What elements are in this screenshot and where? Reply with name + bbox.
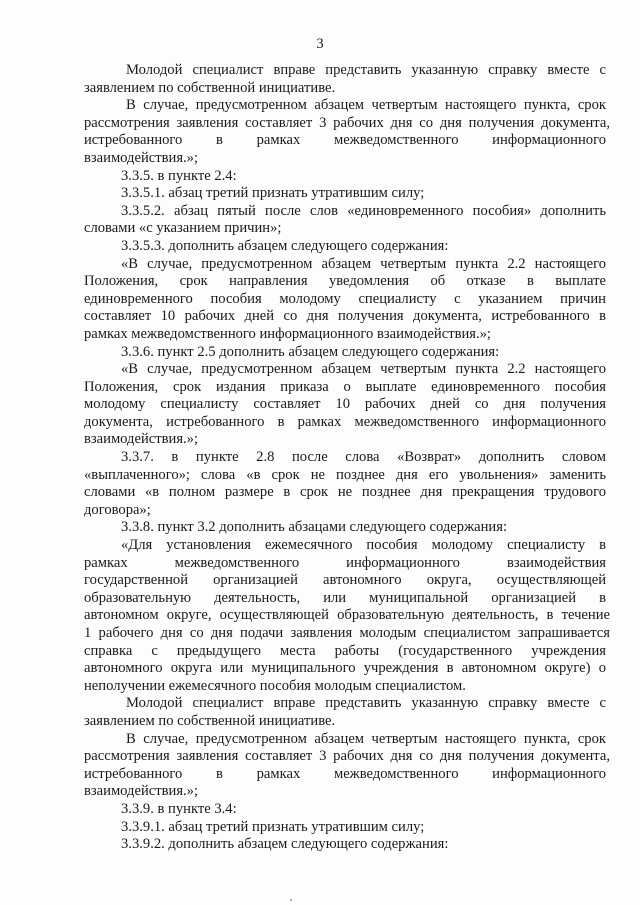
text-line: образовательную деятельность, или муниципальной организацией в <box>84 589 606 606</box>
text-line: Молодой специалист вправе представить указанную справку вместе с <box>126 62 606 78</box>
text-line: заявлением по собственной инициативе. <box>84 79 336 96</box>
scan-speck <box>290 899 292 901</box>
text-line: документа, истребованного в рамках межведомственного информационного <box>84 413 606 430</box>
text-line: рамках межведомственного информационного взаимодействия <box>84 554 606 571</box>
text-line: В случае, предусмотренном абзацем четвертым настоящего пункта, срок <box>126 730 606 747</box>
text-line: 3.3.5.3. дополнить абзацем следующего содержания: <box>121 237 449 254</box>
text-line: молодому специалисту составляет 10 рабочих дней со дня получения <box>84 396 606 413</box>
text-line: «Для установления ежемесячного пособия молодому специалисту в <box>121 537 606 554</box>
text-line: 3.3.7. в пункте 2.8 после слова «Возврат» дополнить словом <box>121 449 606 466</box>
text-line: 1 рабочего дня со дня подачи заявления молодым специалистом запрашивается <box>84 625 610 641</box>
text-line: Положения, срок направления уведомления об отказе в выплате <box>84 273 606 290</box>
text-line: 3.3.9.2. дополнить абзацем следующего содержания: <box>121 836 449 853</box>
text-line: истребованного в рамках межведомственного информационного <box>84 132 606 149</box>
text-line: автономного округа или муниципального учреждения в автономном округе) о <box>84 660 606 677</box>
text-line: «выплаченного»; слова «в срок не позднее дня его увольнения» заменить <box>84 466 606 483</box>
text-line: истребованного в рамках межведомственного информационного <box>84 765 606 782</box>
document-body <box>84 62 610 854</box>
text-line: В случае, предусмотренном абзацем четвертым настоящего пункта, срок <box>126 97 606 114</box>
text-line: рассмотрения заявления составляет 3 рабочих дня со дня получения документа, <box>84 748 610 765</box>
text-line: составляет 10 рабочих дней со дня получения документа, истребованного в <box>84 308 606 325</box>
text-line: рассмотрения заявления составляет 3 рабочих дня со дня получения документа, <box>84 114 610 131</box>
text-line: автономном округе, осуществляющей образовательную деятельность, в течение <box>84 607 610 624</box>
text-line: 3.3.8. пункт 3.2 дополнить абзацами следующего содержания: <box>121 519 508 536</box>
text-line: рамках межведомственного информационного взаимодействия.»; <box>84 325 491 342</box>
text-line: Положения, срок издания приказа о выплате единовременного пособия <box>84 378 606 395</box>
text-line: 3.3.5. в пункте 2.4: <box>121 167 237 184</box>
text-line: 3.3.9.1. абзац третий признать утратившим силу; <box>121 818 425 835</box>
text-line: словами «в полном размере в срок не позднее дня прекращения трудового <box>84 484 606 501</box>
page-number: 3 <box>316 36 324 52</box>
text-line: 3.3.6. пункт 2.5 дополнить абзацем следующего содержания: <box>121 343 500 360</box>
text-line: 3.3.9. в пункте 3.4: <box>121 800 237 817</box>
text-line: словами «с указанием причин»; <box>84 220 282 237</box>
text-line: договора»; <box>84 501 151 518</box>
text-line: взаимодействия.»; <box>84 149 199 166</box>
text-line: 3.3.5.2. абзац пятый после слов «единовременного пособия» дополнить <box>121 202 606 219</box>
text-line: взаимодействия.»; <box>84 783 199 800</box>
text-line: «В случае, предусмотренном абзацем четвертым пункта 2.2 настоящего <box>121 361 606 378</box>
text-line: «В случае, предусмотренном абзацем четвертым пункта 2.2 настоящего <box>121 255 606 272</box>
text-line: Молодой специалист вправе представить указанную справку вместе с <box>126 695 606 712</box>
text-line: неполучении ежемесячного пособия молодым специалистом. <box>84 677 466 694</box>
text-line: единовременного пособия молодому специалисту с указанием причин <box>84 290 606 307</box>
text-line: заявлением по собственной инициативе. <box>84 712 336 729</box>
text-line: государственной организацией автономного округа, осуществляющей <box>84 572 606 589</box>
text-line: взаимодействия.»; <box>84 431 199 448</box>
text-line: 3.3.5.1. абзац третий признать утратившим силу; <box>121 185 425 202</box>
text-line: справка с предыдущего места работы (государственного учреждения <box>84 642 606 659</box>
